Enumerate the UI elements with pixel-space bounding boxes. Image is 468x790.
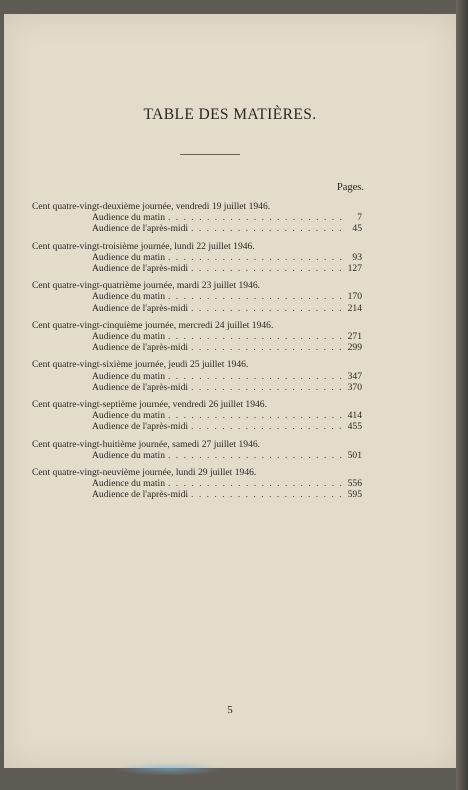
toc-section (32, 280, 362, 314)
toc-entry (32, 450, 362, 461)
leader-dots (191, 263, 343, 274)
toc-entry-page: 556 (347, 478, 362, 490)
toc-section (32, 241, 362, 275)
toc-day-heading: Cent quatre-vingt-huitième journée, samedi 27 juillet 1946. (32, 438, 261, 450)
toc-entry-label: Audience du matin (92, 410, 165, 422)
toc-entry (32, 223, 362, 234)
toc-entry-label: Audience de l'après-midi (92, 342, 189, 354)
toc-section (32, 359, 362, 393)
toc-entry-page: 414 (347, 410, 362, 422)
leader-dots (168, 291, 343, 302)
toc-entry (32, 303, 362, 314)
toc-section (32, 467, 362, 501)
toc-entry (32, 478, 362, 489)
leader-dots (191, 421, 343, 432)
toc-entry-page: 93 (352, 251, 362, 263)
leader-dots (168, 331, 343, 342)
toc-day-heading: Cent quatre-vingt-septième journée, vendredi 26 juillet 1946. (32, 399, 267, 411)
toc-entry-page: 370 (347, 381, 362, 393)
leader-dots (191, 382, 343, 393)
toc-entry-page: 45 (352, 223, 362, 235)
toc-day-heading: Cent quatre-vingt-troisième journée, lundi 22 juillet 1946. (32, 240, 255, 252)
leader-dots (168, 478, 343, 489)
toc-entry-label: Audience de l'après-midi (92, 302, 189, 314)
toc-entry-label: Audience du matin (92, 291, 165, 303)
toc-entry-page: 299 (347, 342, 362, 354)
title-divider (180, 154, 240, 155)
toc-entry-label: Audience de l'après-midi (92, 223, 189, 235)
toc-entry-label: Audience du matin (92, 212, 165, 224)
toc-entry-label: Audience du matin (92, 478, 165, 490)
toc-entry-page: 455 (347, 421, 362, 433)
leader-dots (168, 410, 343, 421)
toc-entry (32, 489, 362, 500)
toc-entry (32, 382, 362, 393)
toc-entry-page: 347 (347, 370, 362, 382)
pages-column-heading: Pages. (336, 182, 364, 193)
toc-section (32, 399, 362, 433)
toc-entry (32, 421, 362, 432)
toc-entry-page: 595 (347, 489, 362, 501)
toc-entry-label: Audience de l'après-midi (92, 489, 189, 501)
toc-entry-page: 127 (347, 263, 362, 275)
book-spine (456, 0, 468, 790)
leader-dots (168, 450, 343, 461)
toc-entry-label: Audience du matin (92, 449, 165, 461)
book-page (4, 14, 456, 768)
toc-entry (32, 371, 362, 382)
toc-entry-label: Audience de l'après-midi (92, 381, 189, 393)
toc-entry-page: 170 (347, 291, 362, 303)
toc-day-heading: Cent quatre-vingt-sixième journée, jeudi 25 juillet 1946. (32, 359, 249, 371)
toc-section (32, 439, 362, 461)
leader-dots (168, 371, 343, 382)
leader-dots (191, 303, 343, 314)
toc-entry-page: 214 (347, 302, 362, 314)
leader-dots (191, 489, 343, 500)
toc-entry-label: Audience du matin (92, 331, 165, 343)
toc-entry (32, 212, 362, 223)
toc-entry (32, 331, 362, 342)
toc-section (32, 201, 362, 235)
leader-dots (168, 252, 343, 263)
toc-section (32, 320, 362, 354)
toc-entry-page: 7 (357, 212, 362, 224)
leader-dots (191, 342, 343, 353)
leader-dots (168, 212, 343, 223)
leader-dots (191, 223, 343, 234)
toc-entry-label: Audience de l'après-midi (92, 263, 189, 275)
toc-entry-page: 271 (347, 331, 362, 343)
page-title: TABLE DES MATIÈRES. (143, 106, 317, 123)
toc-entry-page: 501 (347, 449, 362, 461)
toc-entry (32, 410, 362, 421)
toc-entry-label: Audience de l'après-midi (92, 421, 189, 433)
page-number: 5 (227, 704, 233, 716)
toc-entry (32, 342, 362, 353)
toc-day-heading: Cent quatre-vingt-deuxième journée, vendredi 19 juillet 1946. (32, 201, 271, 212)
toc-entry (32, 263, 362, 274)
toc-day-heading: Cent quatre-vingt-cinquième journée, mercredi 24 juillet 1946. (32, 319, 274, 331)
toc-entry (32, 252, 362, 263)
toc-day-heading: Cent quatre-vingt-quatrième journée, mardi 23 juillet 1946. (32, 280, 261, 292)
table-of-contents (32, 201, 362, 507)
toc-entry-label: Audience du matin (92, 251, 165, 263)
toc-entry (32, 291, 362, 302)
ink-stain (114, 762, 224, 776)
toc-day-heading: Cent quatre-vingt-neuvième journée, lundi 29 juillet 1946. (32, 467, 257, 479)
toc-entry-label: Audience du matin (92, 370, 165, 382)
